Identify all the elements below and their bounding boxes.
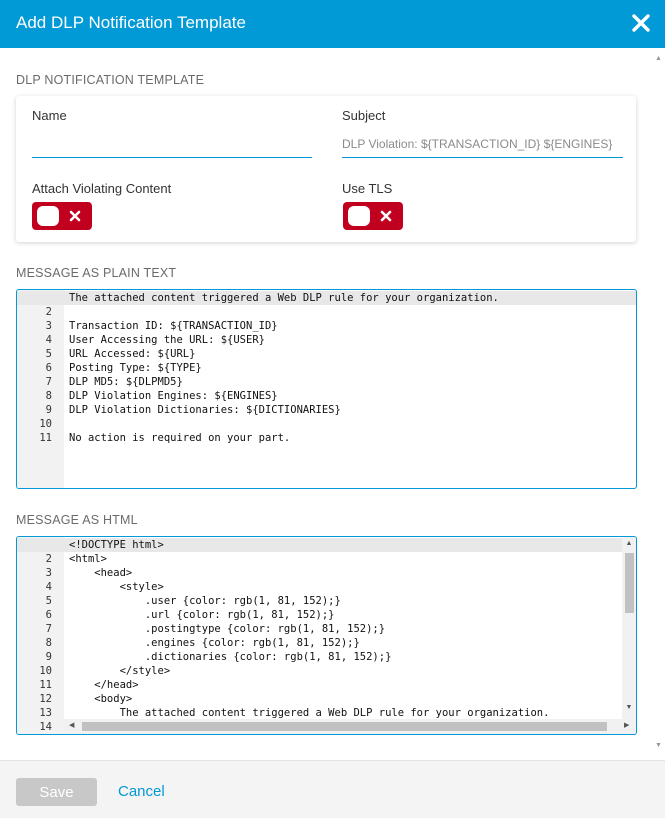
line-number: 8 xyxy=(45,390,52,402)
code-line xyxy=(17,594,636,608)
line-number: 5 xyxy=(45,595,52,607)
code-text: .url {color: rgb(1, 81, 152);} xyxy=(69,609,335,621)
line-number: 6 xyxy=(45,362,52,374)
plain-text-editor[interactable] xyxy=(16,289,637,489)
code-line xyxy=(17,375,636,389)
cancel-button[interactable]: Cancel xyxy=(118,783,165,800)
code-text: <head> xyxy=(69,567,133,579)
code-line xyxy=(17,608,636,622)
dialog-footer xyxy=(0,760,665,818)
code-line xyxy=(17,347,636,361)
line-number: 5 xyxy=(45,348,52,360)
section-heading-template: DLP NOTIFICATION TEMPLATE xyxy=(16,73,205,87)
line-number: 4 xyxy=(45,581,52,593)
code-line xyxy=(17,678,636,692)
toggle-knob xyxy=(348,206,370,226)
code-line xyxy=(17,361,636,375)
section-heading-html: MESSAGE AS HTML xyxy=(16,513,138,527)
line-number: 8 xyxy=(45,637,52,649)
scroll-down-icon[interactable]: ▼ xyxy=(655,742,662,749)
scroll-up-icon[interactable]: ▲ xyxy=(625,540,633,547)
scroll-left-icon[interactable]: ◀ xyxy=(69,722,75,729)
code-text: No action is required on your part. xyxy=(69,432,291,444)
line-number: 9 xyxy=(45,404,52,416)
save-button[interactable]: Save xyxy=(16,778,97,806)
line-number: 14 xyxy=(39,721,52,733)
code-line xyxy=(17,566,636,580)
code-text: </head> xyxy=(69,679,139,691)
line-number: 2 xyxy=(45,553,52,565)
toggle-knob xyxy=(37,206,59,226)
line-number: 7 xyxy=(45,623,52,635)
code-line xyxy=(17,389,636,403)
section-heading-plain-text: MESSAGE AS PLAIN TEXT xyxy=(16,266,177,280)
code-line xyxy=(17,622,636,636)
code-text: <html> xyxy=(69,553,107,565)
use-tls-toggle[interactable] xyxy=(343,202,403,230)
subject-input[interactable] xyxy=(342,136,623,158)
dialog-body xyxy=(0,48,652,760)
code-text: Posting Type: ${TYPE} xyxy=(69,362,202,374)
code-line xyxy=(17,636,636,650)
code-text: DLP Violation Engines: ${ENGINES} xyxy=(69,390,278,402)
code-line xyxy=(17,650,636,664)
attach-content-label: Attach Violating Content xyxy=(32,181,172,196)
code-text: The attached content triggered a Web DLP rule for your organization. xyxy=(69,707,550,719)
line-number: 6 xyxy=(45,609,52,621)
scroll-right-icon[interactable]: ▶ xyxy=(624,722,630,729)
subject-label: Subject xyxy=(342,108,386,123)
close-icon[interactable] xyxy=(627,9,655,37)
code-line xyxy=(17,538,636,552)
code-text: <style> xyxy=(69,581,164,593)
line-number: 10 xyxy=(39,418,52,430)
html-editor[interactable] xyxy=(16,536,637,735)
code-line xyxy=(17,706,636,720)
code-text: DLP Violation Dictionaries: ${DICTIONARIES} xyxy=(69,404,341,416)
code-line xyxy=(17,431,636,445)
code-text: URL Accessed: ${URL} xyxy=(69,348,196,360)
code-line xyxy=(17,291,636,305)
line-number: 9 xyxy=(45,651,52,663)
line-number: 2 xyxy=(45,306,52,318)
code-text: DLP MD5: ${DLPMD5} xyxy=(69,376,183,388)
line-number: 10 xyxy=(39,665,52,677)
line-number: 4 xyxy=(45,334,52,346)
scroll-up-icon[interactable]: ▲ xyxy=(655,55,662,62)
code-line xyxy=(17,692,636,706)
code-text: .engines {color: rgb(1, 81, 152);} xyxy=(69,637,360,649)
code-line xyxy=(17,580,636,594)
use-tls-label: Use TLS xyxy=(342,181,393,196)
line-number: 13 xyxy=(39,707,52,719)
line-number: 3 xyxy=(45,320,52,332)
line-number: 7 xyxy=(45,376,52,388)
attach-content-toggle[interactable] xyxy=(32,202,92,230)
scroll-down-icon[interactable]: ▼ xyxy=(625,704,633,711)
code-line xyxy=(17,552,636,566)
line-number: 3 xyxy=(45,567,52,579)
code-text: The attached content triggered a Web DLP rule for your organization. xyxy=(69,292,499,304)
code-line xyxy=(17,333,636,347)
line-number: 11 xyxy=(39,679,52,691)
line-number: 12 xyxy=(39,693,52,705)
dialog-title: Add DLP Notification Template xyxy=(16,13,246,32)
code-line xyxy=(17,319,636,333)
scrollbar-thumb[interactable] xyxy=(625,553,634,613)
template-card xyxy=(16,96,636,242)
name-label: Name xyxy=(32,108,67,123)
code-text: </style> xyxy=(69,665,171,677)
close-icon xyxy=(67,208,83,224)
code-text: .user {color: rgb(1, 81, 152);} xyxy=(69,595,341,607)
line-number: 11 xyxy=(39,432,52,444)
close-icon xyxy=(378,208,394,224)
scrollbar-thumb[interactable] xyxy=(82,722,607,731)
code-line xyxy=(17,664,636,678)
code-text: Transaction ID: ${TRANSACTION_ID} xyxy=(69,320,278,332)
code-line xyxy=(17,305,636,319)
name-input[interactable] xyxy=(32,136,312,158)
page-scrollbar[interactable] xyxy=(652,48,665,760)
code-text: <body> xyxy=(69,693,133,705)
code-line xyxy=(17,403,636,417)
code-text: <!DOCTYPE html> xyxy=(69,539,164,551)
dialog-header xyxy=(0,0,665,48)
code-line xyxy=(17,417,636,431)
vertical-scrollbar[interactable] xyxy=(622,537,636,719)
code-text: .dictionaries {color: rgb(1, 81, 152);} xyxy=(69,651,392,663)
code-text: User Accessing the URL: ${USER} xyxy=(69,334,265,346)
horizontal-scrollbar[interactable] xyxy=(64,719,636,734)
code-text: .postingtype {color: rgb(1, 81, 152);} xyxy=(69,623,386,635)
